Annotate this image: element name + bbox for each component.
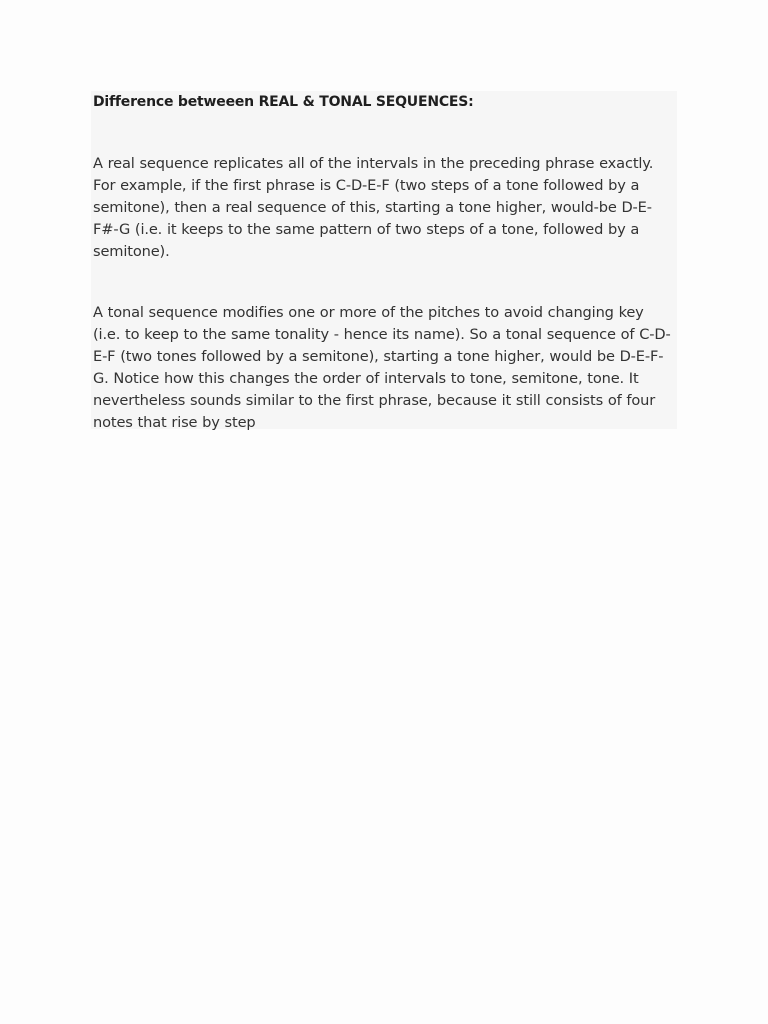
text-block [91, 91, 677, 429]
paragraph-tonal-sequence: A tonal sequence modifies one or more of the pitches to avoid changing key (i.e. to keep to the same tonality - hence its name). So a tonal sequence of C-D-E-F (two tones followed by a semitone), starting a tone higher, would be D-E-F-G. Notice how this changes the order of intervals to tone, semitone, tone. It nevertheless sounds similar to the first phrase, because it still consists of four notes that rise by step [93, 304, 671, 431]
document-heading: Difference betweeen REAL & TONAL SEQUENCES: [93, 94, 474, 110]
paragraph-real-sequence: A real sequence replicates all of the intervals in the preceding phrase exactly. For example, if the first phrase is C-D-E-F (two steps of a tone followed by a semitone), then a real sequence of this, starting a tone higher, would-be D-E-F#-G (i.e. it keeps to the same pattern of two steps of a tone, followed by a semitone). [93, 155, 654, 260]
